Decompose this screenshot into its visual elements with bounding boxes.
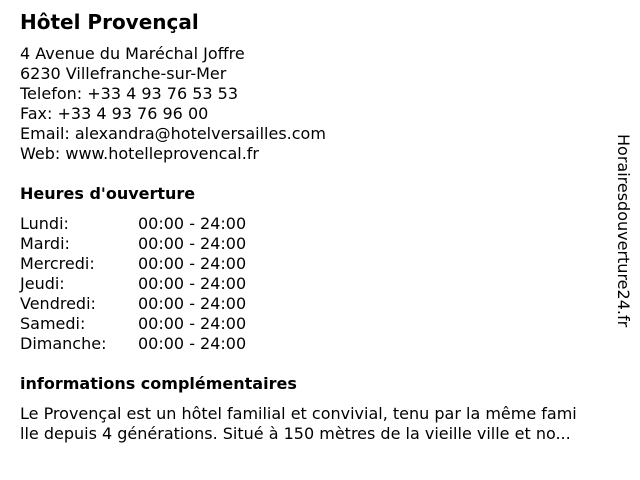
contact-details xyxy=(20,44,326,164)
day-label: Mercredi: xyxy=(20,254,95,273)
day-label: Vendredi: xyxy=(20,294,96,313)
day-label: Mardi: xyxy=(20,234,70,253)
hours-row-sunday xyxy=(20,334,280,354)
opening-hours-list xyxy=(20,214,280,354)
hours-row-monday xyxy=(20,214,280,234)
phone-number: Telefon: +33 4 93 76 53 53 xyxy=(20,84,239,103)
opening-hours-heading: Heures d'ouverture xyxy=(20,184,196,203)
time-range: 00:00 - 24:00 xyxy=(138,254,247,273)
description-line: lle depuis 4 générations. Situé à 150 mètres de la vieille ville et no... xyxy=(20,424,571,443)
time-range: 00:00 - 24:00 xyxy=(138,214,247,233)
hours-row-thursday xyxy=(20,274,280,294)
hours-row-saturday xyxy=(20,314,280,334)
email-address: Email: alexandra@hotelversailles.com xyxy=(20,124,326,143)
time-range: 00:00 - 24:00 xyxy=(138,234,247,253)
site-watermark: Horairesdouverture24.fr xyxy=(614,134,633,328)
time-range: 00:00 - 24:00 xyxy=(138,294,247,313)
fax-number: Fax: +33 4 93 76 96 00 xyxy=(20,104,209,123)
additional-info-heading: informations complémentaires xyxy=(20,374,297,393)
hotel-description xyxy=(20,404,577,444)
hotel-name: Hôtel Provençal xyxy=(20,10,199,34)
day-label: Dimanche: xyxy=(20,334,107,353)
description-line: Le Provençal est un hôtel familial et convivial, tenu par la même fami xyxy=(20,404,577,423)
time-range: 00:00 - 24:00 xyxy=(138,314,247,333)
hours-row-tuesday xyxy=(20,234,280,254)
time-range: 00:00 - 24:00 xyxy=(138,274,247,293)
day-label: Jeudi: xyxy=(20,274,65,293)
hours-row-wednesday xyxy=(20,254,280,274)
day-label: Lundi: xyxy=(20,214,69,233)
address-city: 6230 Villefranche-sur-Mer xyxy=(20,64,227,83)
address-street: 4 Avenue du Maréchal Joffre xyxy=(20,44,245,63)
website-address: Web: www.hotelleprovencal.fr xyxy=(20,144,259,163)
day-label: Samedi: xyxy=(20,314,86,333)
time-range: 00:00 - 24:00 xyxy=(138,334,247,353)
hours-row-friday xyxy=(20,294,280,314)
